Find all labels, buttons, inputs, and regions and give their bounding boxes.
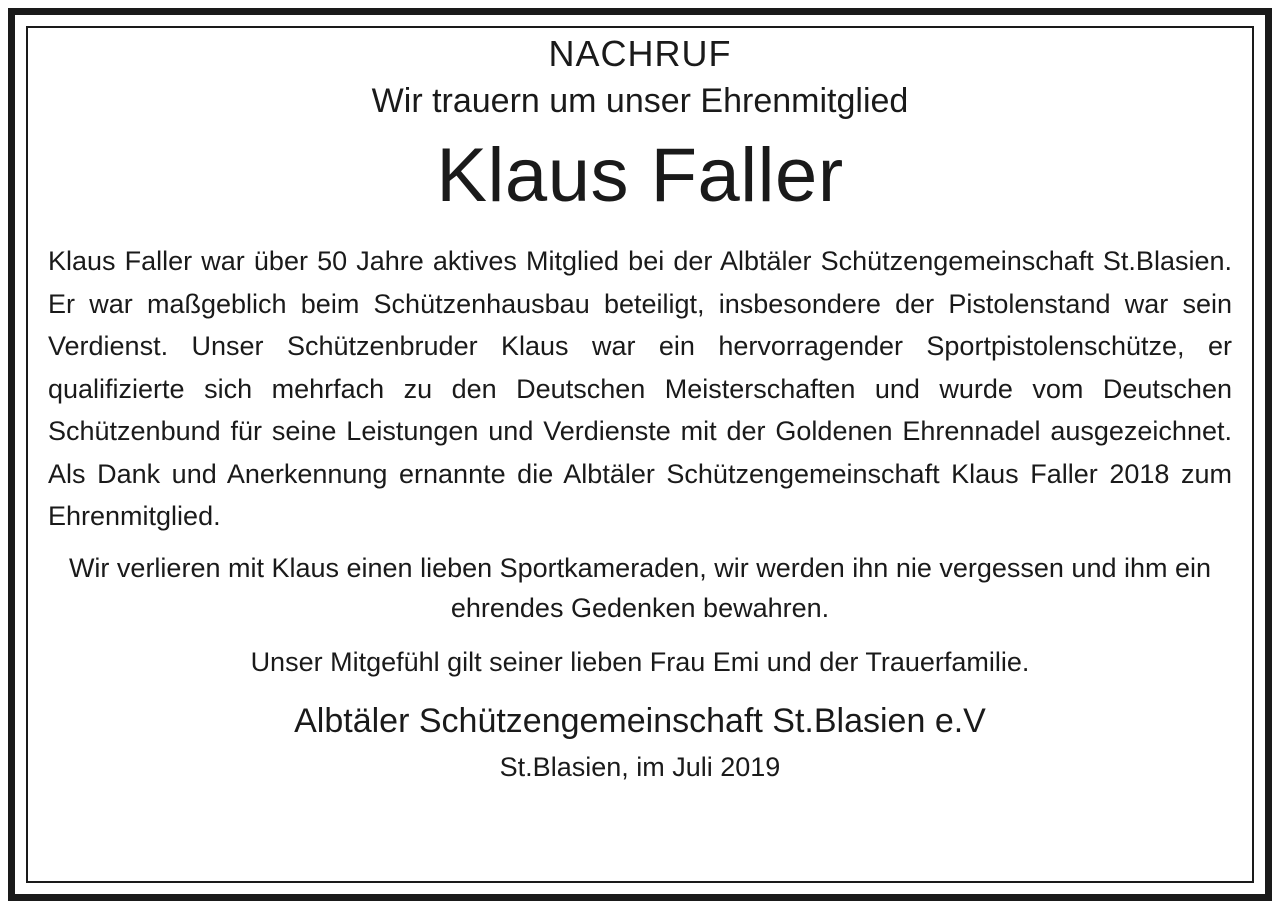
sympathy-text: Unser Mitgefühl gilt seiner lieben Frau Emi und der Trauerfamilie. <box>250 646 1030 677</box>
obituary-heading: NACHRUF <box>548 33 732 74</box>
remembrance-text: Wir verlieren mit Klaus einen lieben Sportkameraden, wir werden ihn nie vergessen und ihm ein ehrendes Gedenken bewahren. <box>68 552 1212 623</box>
place-and-date: St.Blasien, im Juli 2019 <box>499 751 781 782</box>
obituary-subheading: Wir trauern um unser Ehrenmitglied <box>371 82 909 120</box>
organization-name: Albtäler Schützengemeinschaft St.Blasien e.V <box>294 701 986 740</box>
deceased-name: Klaus Faller <box>436 133 844 218</box>
obituary-content <box>48 33 1232 782</box>
biography-paragraph: Klaus Faller war über 50 Jahre aktives Mitglied bei der Albtäler Schützengemeinschaft St.Blasien. Er war maßgeblich beim Schützenhausbau beteiligt, insbesondere der Pistolenstand war sein Verdienst. Unser Schützenbruder Klaus war ein hervorragender Sportpistolenschütze, er qualifizierte sich mehrfach zu den Deutschen Meisterschaften und wurde vom Deutschen Schützenbund für seine Leistungen und Verdienste mit der Goldenen Ehrennadel ausgezeichnet. Als Dank und Anerkennung ernannte die Albtäler Schützengemeinschaft Klaus Faller 2018 zum Ehrenmitglied. <box>48 246 1232 531</box>
